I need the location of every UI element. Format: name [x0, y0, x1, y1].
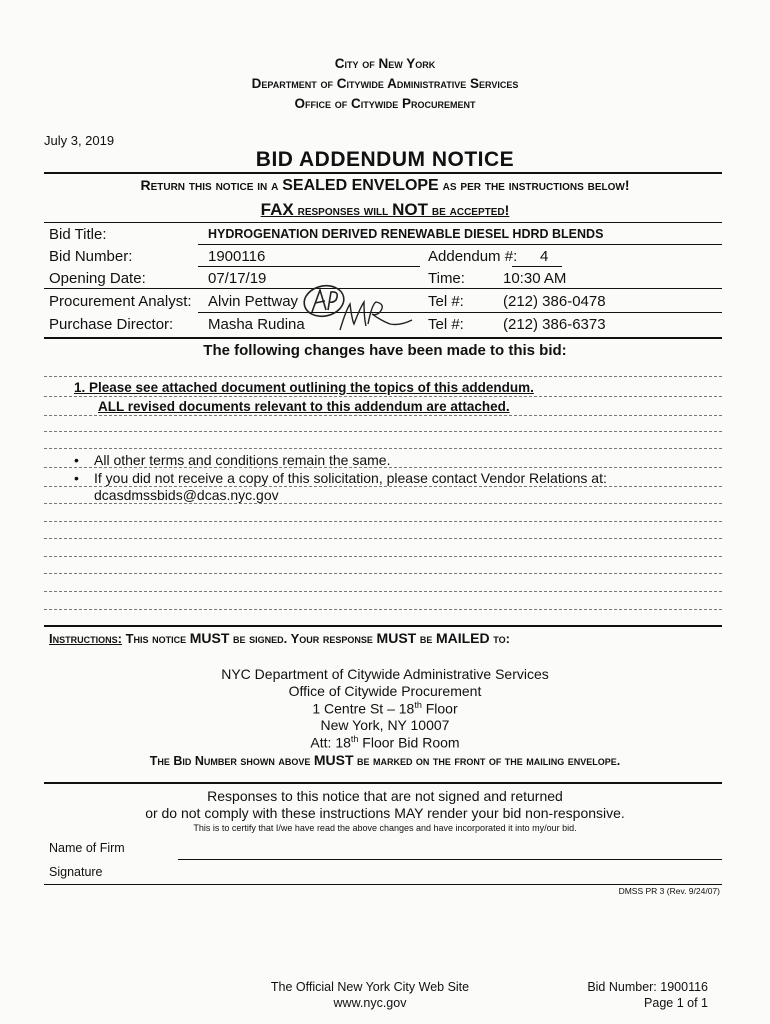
- dashed-line: [44, 415, 722, 416]
- analyst-label: Procurement Analyst:: [49, 293, 192, 310]
- dashed-line: [44, 448, 722, 449]
- address-line-5-sup: th: [350, 734, 359, 744]
- bid-number-value: 1900116: [208, 248, 266, 265]
- analyst-value: Alvin Pettway: [208, 293, 299, 310]
- instructions-label: Instructions:: [49, 631, 122, 646]
- return-notice-post: as per the instructions below!: [438, 177, 630, 193]
- time-value: 10:30 AM: [503, 270, 567, 287]
- firm-label: Name of Firm: [49, 841, 125, 855]
- form-code: DMSS PR 3 (Rev. 9/24/07): [618, 886, 720, 896]
- changes-heading: The following changes have been made to this bid:: [203, 342, 567, 359]
- return-notice-sealed: SEALED ENVELOPE: [282, 177, 439, 194]
- table-bottom-rule: [44, 337, 722, 339]
- fax-notice-end: be accepted!: [427, 202, 510, 218]
- opening-date-value: 07/17/19: [208, 270, 267, 287]
- bullet-2-text: If you did not receive a copy of this solicitation, please contact Vendor Relations at:: [94, 470, 607, 486]
- analyst-rule: [198, 312, 722, 313]
- director-tel-value: (212) 386-6373: [503, 316, 606, 333]
- instructions-mailed: MAILED: [435, 630, 490, 646]
- title-rule: [44, 172, 722, 174]
- address-line-3-post: Floor: [421, 700, 458, 717]
- vendor-email-link[interactable]: dcasdmssbids@dcas.nyc.gov: [94, 487, 279, 503]
- fax-notice-middle: responses will: [293, 202, 393, 218]
- notice-date: July 3, 2019: [44, 133, 115, 148]
- instructions-t4: to:: [489, 631, 510, 646]
- dashed-line: [44, 521, 722, 522]
- dashed-line: [44, 503, 722, 504]
- bullet-1: •: [74, 452, 79, 468]
- address-line-2: Office of Citywide Procurement: [288, 683, 482, 699]
- dashed-line: [44, 609, 722, 610]
- dashed-line: [44, 396, 722, 397]
- firm-field-line[interactable]: [178, 859, 722, 860]
- dashed-line: [44, 591, 722, 592]
- bid-number-notice: [0, 752, 770, 768]
- instructions-t2: be signed. Your response: [229, 631, 377, 646]
- dashed-line: [44, 556, 722, 557]
- analyst-tel-label: Tel #:: [428, 293, 464, 310]
- address-line-1: NYC Department of Citywide Administrative Services: [221, 666, 549, 682]
- dashed-line: [44, 467, 722, 468]
- address-line-3-sup: th: [414, 700, 422, 710]
- certify-statement: This is to certify that I/we have read the above changes and have incorporated it into my/our bid.: [193, 823, 577, 833]
- time-label: Time:: [428, 270, 465, 287]
- bid-number-notice-pre: The Bid Number shown above: [149, 754, 314, 768]
- signature-label: Signature: [49, 865, 103, 879]
- bid-title-value: HYDROGENATION DERIVED RENEWABLE DIESEL HDRD BLENDS: [208, 227, 604, 241]
- footer-bid-number: Bid Number: 1900116: [587, 980, 708, 994]
- change-item-1: 1. Please see attached document outlining the topics of this addendum.: [74, 380, 534, 395]
- analyst-tel-value: (212) 386-0478: [503, 293, 606, 310]
- opening-date-label: Opening Date:: [49, 270, 146, 287]
- responses-line-2: or do not comply with these instructions MAY render your bid non-responsive.: [145, 805, 625, 821]
- instructions-line: [49, 630, 510, 646]
- opening-rule: [44, 288, 722, 289]
- director-tel-label: Tel #:: [428, 316, 464, 333]
- footer-site-link[interactable]: www.nyc.gov: [333, 996, 407, 1010]
- bid-number-notice-must: MUST: [313, 752, 354, 768]
- address-line-3-pre: 1 Centre St – 18: [312, 700, 415, 717]
- instructions-rule: [44, 625, 722, 627]
- fax-notice-not: NOT: [392, 200, 428, 219]
- instructions-t3: be: [416, 631, 436, 646]
- responses-rule: [44, 782, 722, 784]
- director-value: Masha Rudina: [208, 316, 305, 333]
- bullet-1-text: All other terms and conditions remain the same.: [94, 452, 391, 468]
- address-line-5: [0, 734, 770, 751]
- header-office: Office of Citywide Procurement: [294, 96, 476, 111]
- addendum-rule: [512, 266, 562, 267]
- address-line-5-post: Floor Bid Room: [358, 734, 460, 751]
- instructions-t1: This notice: [121, 631, 190, 646]
- director-label: Purchase Director:: [49, 316, 174, 333]
- responses-line-1: Responses to this notice that are not signed and returned: [207, 788, 563, 804]
- table-top-rule: [44, 222, 722, 223]
- instructions-must-2: MUST: [376, 630, 417, 646]
- bid-number-rule: [198, 266, 420, 267]
- address-line-4: New York, NY 10007: [320, 717, 450, 733]
- bid-number-notice-post: be marked on the front of the mailing envelope.: [353, 754, 621, 768]
- change-item-1-line-2: ALL revised documents relevant to this addendum are attached.: [98, 399, 510, 414]
- addendum-label: Addendum #:: [428, 248, 518, 265]
- signature-field-line[interactable]: [44, 884, 722, 885]
- notice-title: BID ADDENDUM NOTICE: [255, 148, 515, 171]
- dashed-line: [44, 431, 722, 432]
- dashed-line: [44, 573, 722, 574]
- header-city: City of New York: [334, 56, 436, 71]
- addendum-value: 4: [540, 248, 549, 265]
- address-line-3: [0, 700, 770, 717]
- header-department: Department of Citywide Administrative Services: [251, 76, 519, 91]
- dashed-line: [44, 538, 722, 539]
- address-line-5-pre: Att: 18: [310, 734, 351, 751]
- bid-number-label: Bid Number:: [49, 248, 133, 265]
- director-initials-signature: [336, 298, 416, 334]
- bid-title-label: Bid Title:: [49, 226, 107, 243]
- footer-page-number: Page 1 of 1: [644, 996, 708, 1010]
- return-notice-pre: Return this notice in a: [140, 177, 283, 193]
- fax-notice-fax: FAX: [260, 200, 294, 219]
- instructions-must-1: MUST: [189, 630, 230, 646]
- return-notice: [0, 177, 770, 195]
- bid-title-rule: [198, 244, 722, 245]
- fax-notice: [0, 200, 770, 220]
- dashed-line: [44, 376, 722, 377]
- bullet-2: •: [74, 470, 79, 486]
- footer-site-title: The Official New York City Web Site: [270, 980, 470, 994]
